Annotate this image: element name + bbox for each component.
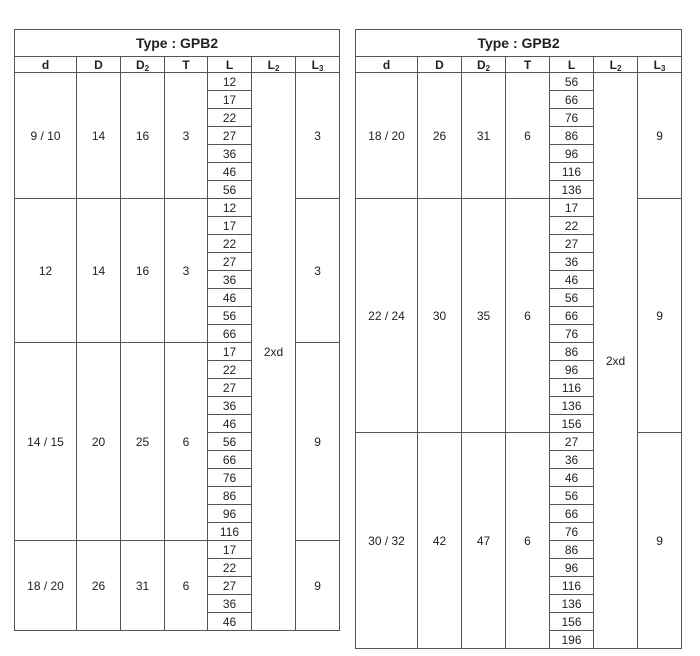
cell-d: 30 / 32 [356, 433, 418, 649]
column-header [550, 57, 594, 73]
cell-L: 66 [550, 91, 594, 109]
cell-L3: 9 [638, 73, 682, 199]
column-header-label: L [225, 57, 234, 72]
cell-L: 12 [208, 73, 252, 91]
column-header-subscript: 2 [485, 63, 491, 73]
cell-L: 116 [550, 163, 594, 181]
cell-T: 6 [165, 541, 208, 631]
column-header [638, 57, 682, 73]
cell-L: 56 [550, 487, 594, 505]
cell-d: 14 / 15 [15, 343, 77, 541]
table-row [356, 73, 682, 91]
cell-L: 76 [208, 469, 252, 487]
cell-L: 46 [208, 415, 252, 433]
title-row [15, 30, 340, 57]
cell-L: 136 [550, 397, 594, 415]
cell-L: 36 [550, 451, 594, 469]
cell-L: 196 [550, 631, 594, 649]
column-header-subscript: 3 [660, 63, 666, 73]
column-header-label: D [135, 57, 145, 72]
cell-L: 17 [550, 199, 594, 217]
cell-L: 36 [208, 595, 252, 613]
cell-L: 36 [550, 253, 594, 271]
cell-D2: 31 [462, 73, 506, 199]
cell-d: 18 / 20 [15, 541, 77, 631]
column-header [165, 57, 208, 73]
column-header [121, 57, 165, 73]
table-title: Type : GPB2 [15, 30, 340, 57]
cell-L: 76 [550, 325, 594, 343]
cell-d: 12 [15, 199, 77, 343]
cell-T: 6 [506, 199, 550, 433]
cell-L: 116 [208, 523, 252, 541]
cell-L: 56 [208, 433, 252, 451]
cell-L: 86 [208, 487, 252, 505]
column-header-label: T [523, 57, 532, 72]
cell-d: 22 / 24 [356, 199, 418, 433]
column-header-subscript: 2 [274, 63, 280, 73]
cell-L3: 9 [296, 541, 340, 631]
cell-L: 156 [550, 613, 594, 631]
cell-L: 17 [208, 91, 252, 109]
cell-D2: 31 [121, 541, 165, 631]
cell-L: 96 [550, 361, 594, 379]
cell-L: 56 [550, 73, 594, 91]
column-header [462, 57, 506, 73]
cell-L: 17 [208, 541, 252, 559]
cell-L: 17 [208, 217, 252, 235]
column-header-label: L [567, 57, 576, 72]
column-header [356, 57, 418, 73]
column-header-label: L [311, 57, 319, 72]
cell-D2: 47 [462, 433, 506, 649]
cell-L: 46 [550, 469, 594, 487]
cell-L: 96 [208, 505, 252, 523]
column-header [15, 57, 77, 73]
cell-L: 27 [208, 253, 252, 271]
cell-T: 3 [165, 199, 208, 343]
column-header-subscript: 3 [318, 63, 324, 73]
column-header [252, 57, 296, 73]
cell-L: 86 [550, 541, 594, 559]
cell-L: 96 [550, 145, 594, 163]
cell-L: 22 [208, 559, 252, 577]
cell-L: 96 [550, 559, 594, 577]
header-row [356, 57, 682, 73]
cell-T: 6 [506, 73, 550, 199]
cell-L: 27 [208, 577, 252, 595]
cell-L: 22 [208, 109, 252, 127]
column-header-label: D [94, 57, 103, 72]
cell-L: 22 [550, 217, 594, 235]
table-title: Type : GPB2 [356, 30, 682, 57]
column-header-label: D [435, 57, 444, 72]
column-header [418, 57, 462, 73]
cell-L: 17 [208, 343, 252, 361]
cell-D2: 25 [121, 343, 165, 541]
cell-L2: 2xd [594, 73, 638, 649]
cell-L: 27 [550, 235, 594, 253]
column-header-label: L [653, 57, 661, 72]
column-header-label: d [41, 57, 50, 72]
cell-L: 27 [208, 379, 252, 397]
cell-L: 12 [208, 199, 252, 217]
cell-D: 30 [418, 199, 462, 433]
cell-L: 86 [550, 343, 594, 361]
cell-L3: 9 [638, 199, 682, 433]
cell-L: 27 [208, 127, 252, 145]
header-row [15, 57, 340, 73]
cell-d: 18 / 20 [356, 73, 418, 199]
cell-D2: 35 [462, 199, 506, 433]
title-row [356, 30, 682, 57]
cell-D: 26 [77, 541, 121, 631]
cell-L: 76 [550, 109, 594, 127]
cell-L: 46 [550, 271, 594, 289]
cell-L: 46 [208, 289, 252, 307]
table-row [15, 73, 340, 91]
cell-L: 36 [208, 397, 252, 415]
cell-L: 136 [550, 181, 594, 199]
cell-T: 6 [506, 433, 550, 649]
cell-L: 56 [550, 289, 594, 307]
cell-L: 116 [550, 577, 594, 595]
cell-L: 22 [208, 361, 252, 379]
cell-L: 36 [208, 271, 252, 289]
cell-D: 14 [77, 199, 121, 343]
cell-L: 86 [550, 127, 594, 145]
cell-D: 42 [418, 433, 462, 649]
cell-L: 116 [550, 379, 594, 397]
cell-L2: 2xd [252, 73, 296, 631]
column-header-label: D [476, 57, 486, 72]
cell-L3: 9 [296, 343, 340, 541]
cell-L: 76 [550, 523, 594, 541]
column-header-label: L [267, 57, 275, 72]
column-header-subscript: 2 [616, 63, 622, 73]
cell-D: 14 [77, 73, 121, 199]
column-header [296, 57, 340, 73]
cell-L: 46 [208, 163, 252, 181]
cell-L: 66 [550, 307, 594, 325]
cell-D2: 16 [121, 73, 165, 199]
cell-T: 6 [165, 343, 208, 541]
spec-table-right [355, 29, 682, 649]
cell-D2: 16 [121, 199, 165, 343]
cell-D: 26 [418, 73, 462, 199]
cell-L3: 3 [296, 73, 340, 199]
cell-L: 56 [208, 181, 252, 199]
column-header [77, 57, 121, 73]
cell-L: 66 [208, 451, 252, 469]
column-header-subscript: 2 [144, 63, 150, 73]
cell-D: 20 [77, 343, 121, 541]
cell-L: 27 [550, 433, 594, 451]
cell-L: 46 [208, 613, 252, 631]
cell-d: 9 / 10 [15, 73, 77, 199]
cell-L: 56 [208, 307, 252, 325]
column-header [506, 57, 550, 73]
column-header-label: L [609, 57, 617, 72]
spec-table-left [14, 29, 340, 631]
column-header [208, 57, 252, 73]
column-header-label: T [182, 57, 190, 72]
cell-L: 156 [550, 415, 594, 433]
column-header [594, 57, 638, 73]
cell-L: 136 [550, 595, 594, 613]
cell-L3: 9 [638, 433, 682, 649]
cell-L: 66 [550, 505, 594, 523]
cell-T: 3 [165, 73, 208, 199]
cell-L: 66 [208, 325, 252, 343]
cell-L: 22 [208, 235, 252, 253]
cell-L3: 3 [296, 199, 340, 343]
column-header-label: d [382, 57, 391, 72]
cell-L: 36 [208, 145, 252, 163]
